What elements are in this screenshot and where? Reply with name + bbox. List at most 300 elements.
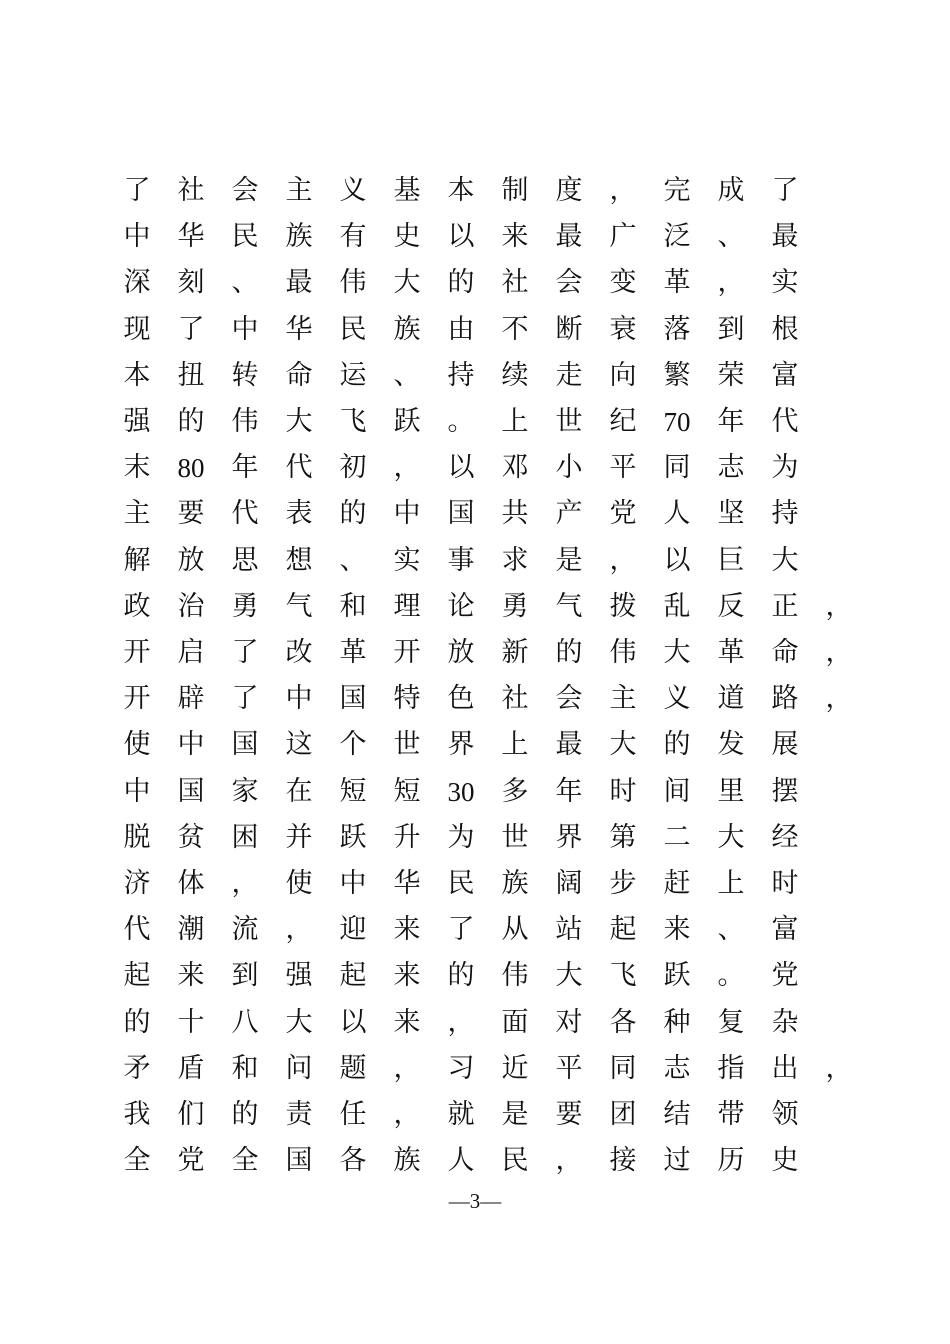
text-glyph: 个 (339, 729, 367, 761)
text-glyph: 平 (609, 452, 637, 484)
text-glyph: ， (393, 1099, 421, 1130)
text-line (110, 445, 870, 491)
text-glyph: 团 (609, 1099, 637, 1130)
text-line (110, 1138, 870, 1184)
text-glyph: 脱 (123, 821, 151, 853)
text-glyph: 国 (177, 775, 205, 807)
text-glyph: 在 (285, 775, 313, 807)
text-glyph: 的 (447, 960, 475, 992)
text-glyph: 对 (555, 1006, 583, 1038)
text-glyph: 事 (447, 544, 475, 576)
text-glyph: ， (447, 1006, 475, 1038)
text-glyph: 中 (177, 729, 205, 761)
text-glyph: 来 (393, 914, 421, 946)
text-glyph: 了 (771, 175, 799, 206)
text-glyph: 大 (393, 267, 421, 299)
text-glyph: 主 (123, 498, 151, 530)
text-glyph: 起 (339, 960, 367, 992)
text-glyph: 开 (123, 637, 151, 668)
text-glyph: 放 (177, 544, 205, 576)
text-glyph: 。 (717, 960, 745, 992)
text-glyph: 初 (339, 452, 367, 484)
text-glyph: 族 (501, 868, 529, 899)
text-glyph: 勇 (501, 590, 529, 622)
text-glyph: 上 (501, 406, 529, 437)
text-glyph: 全 (123, 1145, 151, 1177)
text-glyph: 和 (339, 590, 367, 622)
text-glyph: 二 (663, 821, 691, 853)
text-glyph: 、 (393, 359, 421, 391)
text-glyph: 末 (123, 452, 151, 484)
text-glyph: 深 (123, 267, 151, 299)
text-glyph: 理 (393, 590, 421, 622)
text-glyph: 来 (501, 221, 529, 253)
text-glyph: 气 (555, 590, 583, 622)
text-glyph: 富 (771, 914, 799, 946)
text-glyph: 发 (717, 729, 745, 761)
text-glyph: 上 (717, 868, 745, 899)
text-glyph: 大 (663, 637, 691, 668)
text-glyph: 论 (447, 590, 475, 622)
text-glyph: 史 (393, 221, 421, 253)
text-line (110, 907, 870, 953)
text-line (110, 538, 870, 584)
text-glyph: 界 (555, 821, 583, 853)
text-glyph: 经 (771, 821, 799, 853)
text-glyph: 伟 (501, 960, 529, 992)
text-glyph: 辟 (177, 683, 205, 715)
text-glyph: 。 (447, 406, 475, 437)
text-glyph: 泛 (663, 221, 691, 253)
text-glyph: 年 (555, 775, 583, 807)
text-glyph: 巨 (717, 544, 745, 576)
text-glyph: 世 (555, 406, 583, 437)
text-glyph: 跃 (339, 821, 367, 853)
text-glyph: 走 (555, 359, 583, 391)
text-glyph: 同 (609, 1052, 637, 1084)
text-glyph: 任 (339, 1099, 367, 1130)
text-glyph: 本 (447, 175, 475, 206)
text-glyph: 各 (339, 1145, 367, 1177)
text-glyph: 体 (177, 868, 205, 899)
text-glyph: 和 (231, 1052, 259, 1084)
text-glyph: 落 (663, 313, 691, 345)
text-line (110, 630, 870, 676)
text-glyph: 的 (447, 267, 475, 299)
text-glyph: 新 (501, 637, 529, 668)
text-glyph: ， (717, 267, 745, 299)
text-glyph: 们 (177, 1099, 205, 1130)
text-glyph: 强 (285, 960, 313, 992)
text-glyph: 正 (771, 590, 799, 622)
text-glyph: 来 (393, 1006, 421, 1038)
text-glyph: 度 (555, 175, 583, 206)
text-glyph: 大 (717, 821, 745, 853)
text-glyph: 伟 (339, 267, 367, 299)
text-glyph: 国 (339, 683, 367, 715)
text-glyph: 义 (339, 175, 367, 206)
text-glyph: 阔 (555, 868, 583, 899)
text-glyph: ， (231, 868, 259, 899)
text-glyph: 展 (771, 729, 799, 761)
text-glyph: 会 (555, 267, 583, 299)
text-glyph: 题 (339, 1052, 367, 1084)
text-glyph: 领 (771, 1099, 799, 1130)
text-glyph: 制 (501, 175, 529, 206)
text-glyph: 以 (447, 221, 475, 253)
text-glyph: 短 (339, 775, 367, 807)
text-glyph: 伟 (609, 637, 637, 668)
text-glyph: 会 (231, 175, 259, 206)
text-glyph: 族 (285, 221, 313, 253)
text-glyph: 有 (339, 221, 367, 253)
text-glyph: 80 (177, 453, 205, 484)
text-glyph: 上 (501, 729, 529, 761)
text-glyph: 纪 (609, 406, 637, 437)
text-glyph: 跃 (663, 960, 691, 992)
text-glyph: 大 (609, 729, 637, 761)
text-glyph: 了 (231, 683, 259, 715)
text-glyph: 时 (771, 868, 799, 899)
text-glyph: 70 (663, 407, 691, 437)
text-glyph: 界 (447, 729, 475, 761)
text-glyph: 邓 (501, 452, 529, 484)
text-glyph: ， (609, 175, 637, 206)
text-glyph: 到 (231, 960, 259, 992)
text-glyph: 基 (393, 175, 421, 206)
text-glyph: 使 (285, 868, 313, 899)
text-glyph: 接 (609, 1145, 637, 1177)
text-glyph: 了 (123, 175, 151, 206)
text-glyph: 启 (177, 637, 205, 668)
text-glyph: 开 (393, 637, 421, 668)
text-glyph: 复 (717, 1006, 745, 1038)
text-glyph: 全 (231, 1145, 259, 1177)
text-glyph: 指 (717, 1052, 745, 1084)
text-glyph: 短 (393, 775, 421, 807)
text-line (110, 953, 870, 999)
text-glyph: 转 (231, 359, 259, 391)
text-glyph: 华 (177, 221, 205, 253)
text-glyph: 族 (393, 1145, 421, 1177)
text-glyph: 实 (393, 544, 421, 576)
text-glyph: 持 (447, 359, 475, 391)
text-glyph: 了 (447, 914, 475, 946)
text-glyph: 平 (555, 1052, 583, 1084)
text-glyph: 问 (285, 1052, 313, 1084)
text-glyph: 荣 (717, 359, 745, 391)
text-glyph: 命 (285, 359, 313, 391)
text-glyph: 政 (123, 590, 151, 622)
text-glyph: 广 (609, 221, 637, 253)
text-glyph: 民 (231, 221, 259, 253)
text-glyph: 最 (771, 221, 799, 253)
text-glyph: 八 (231, 1006, 259, 1038)
text-line (110, 168, 870, 214)
text-line (110, 353, 870, 399)
text-glyph: 人 (447, 1145, 475, 1177)
text-glyph: 解 (123, 544, 151, 576)
text-glyph: 产 (555, 498, 583, 530)
text-glyph: ， (393, 1052, 421, 1084)
text-glyph: 党 (177, 1145, 205, 1177)
text-glyph: 流 (231, 914, 259, 946)
text-line (110, 399, 870, 445)
text-glyph: 步 (609, 868, 637, 899)
text-glyph: 以 (447, 452, 475, 484)
text-glyph: 并 (285, 821, 313, 853)
text-glyph: 断 (555, 313, 583, 345)
text-glyph: 的 (339, 498, 367, 530)
text-glyph: 乱 (663, 590, 691, 622)
text-glyph: 反 (717, 590, 745, 622)
text-glyph: 世 (501, 821, 529, 853)
text-glyph: 里 (717, 775, 745, 807)
text-glyph: ， (393, 452, 421, 484)
text-glyph: 来 (663, 914, 691, 946)
text-glyph: 种 (663, 1006, 691, 1038)
text-line (110, 1092, 870, 1138)
text-glyph: 开 (123, 683, 151, 715)
text-glyph: 的 (231, 1099, 259, 1130)
text-line (110, 214, 870, 260)
text-glyph: 带 (717, 1099, 745, 1130)
text-glyph: 代 (771, 406, 799, 437)
text-line (110, 769, 870, 815)
text-glyph: 贫 (177, 821, 205, 853)
text-glyph: 思 (231, 544, 259, 576)
text-glyph: 近 (501, 1052, 529, 1084)
text-glyph: 变 (609, 267, 637, 299)
text-glyph: 实 (771, 267, 799, 299)
text-glyph: 起 (609, 914, 637, 946)
text-glyph: 社 (501, 267, 529, 299)
text-glyph: 各 (609, 1006, 637, 1038)
text-glyph: 衰 (609, 313, 637, 345)
text-glyph: 就 (447, 1099, 475, 1130)
text-glyph: 坚 (717, 498, 745, 530)
text-glyph: 命 (771, 637, 799, 668)
text-glyph: 小 (555, 452, 583, 484)
text-glyph: 富 (771, 359, 799, 391)
text-glyph: 华 (393, 868, 421, 899)
text-line (110, 491, 870, 537)
text-glyph: 过 (663, 1145, 691, 1177)
text-glyph: 盾 (177, 1052, 205, 1084)
text-glyph: 强 (123, 406, 151, 437)
text-glyph: 30 (447, 776, 475, 807)
text-glyph: 面 (501, 1006, 529, 1038)
text-glyph: 气 (285, 590, 313, 622)
text-glyph: 中 (285, 683, 313, 715)
text-glyph: 了 (177, 313, 205, 345)
text-glyph: 第 (609, 821, 637, 853)
text-glyph: 拨 (609, 590, 637, 622)
text-glyph: ， (825, 683, 853, 715)
text-glyph: 历 (717, 1145, 745, 1177)
text-glyph: 刻 (177, 267, 205, 299)
text-glyph: 人 (663, 498, 691, 530)
text-glyph: 主 (609, 683, 637, 715)
text-glyph: 我 (123, 1099, 151, 1130)
text-glyph: ， (555, 1145, 583, 1177)
text-glyph: 色 (447, 683, 475, 715)
text-glyph: 求 (501, 544, 529, 576)
text-glyph: 来 (393, 960, 421, 992)
text-glyph: 多 (501, 775, 529, 807)
text-glyph: 困 (231, 821, 259, 853)
text-glyph: 续 (501, 359, 529, 391)
text-line (110, 1046, 870, 1092)
text-glyph: 想 (285, 544, 313, 576)
text-glyph: 特 (393, 683, 421, 715)
text-glyph: 大 (285, 1006, 313, 1038)
text-glyph: 代 (123, 914, 151, 946)
text-glyph: 是 (555, 544, 583, 576)
text-glyph: 潮 (177, 914, 205, 946)
text-glyph: 志 (663, 1052, 691, 1084)
text-glyph: 会 (555, 683, 583, 715)
text-glyph: 共 (501, 498, 529, 530)
text-glyph: 根 (771, 313, 799, 345)
text-glyph: 本 (123, 359, 151, 391)
text-glyph: 族 (393, 313, 421, 345)
text-line (110, 1000, 870, 1046)
text-glyph: 来 (177, 960, 205, 992)
text-glyph: 升 (393, 821, 421, 853)
text-glyph: 年 (231, 452, 259, 484)
text-glyph: 使 (123, 729, 151, 761)
text-glyph: 大 (771, 544, 799, 576)
text-glyph: 站 (555, 914, 583, 946)
text-glyph: 社 (177, 175, 205, 206)
text-glyph: 到 (717, 313, 745, 345)
text-glyph: 赶 (663, 868, 691, 899)
text-glyph: 要 (177, 498, 205, 530)
text-line (110, 307, 870, 353)
text-glyph: 主 (285, 175, 313, 206)
text-glyph: 革 (663, 267, 691, 299)
text-glyph: 责 (285, 1099, 313, 1130)
text-glyph: 为 (771, 452, 799, 484)
text-glyph: 的 (555, 637, 583, 668)
text-glyph: 最 (555, 221, 583, 253)
text-glyph: 时 (609, 775, 637, 807)
text-glyph: 伟 (231, 406, 259, 437)
text-glyph: 义 (663, 683, 691, 715)
text-glyph: 了 (231, 637, 259, 668)
text-line (110, 260, 870, 306)
text-glyph: 大 (285, 406, 313, 437)
text-glyph: 国 (447, 498, 475, 530)
text-glyph: 放 (447, 637, 475, 668)
text-glyph: ， (825, 590, 853, 622)
text-glyph: 杂 (771, 1006, 799, 1038)
text-glyph: 济 (123, 868, 151, 899)
text-glyph: 中 (393, 498, 421, 530)
text-glyph: 完 (663, 175, 691, 206)
text-glyph: 迎 (339, 914, 367, 946)
text-glyph: 飞 (609, 960, 637, 992)
text-glyph: 民 (447, 868, 475, 899)
text-glyph: 、 (717, 914, 745, 946)
text-glyph: ， (825, 1052, 853, 1084)
text-glyph: 运 (339, 359, 367, 391)
text-glyph: 结 (663, 1099, 691, 1130)
text-glyph: 民 (501, 1145, 529, 1177)
text-glyph: 代 (285, 452, 313, 484)
text-glyph: 党 (609, 498, 637, 530)
text-glyph: 路 (771, 683, 799, 715)
text-glyph: 最 (555, 729, 583, 761)
text-glyph: 这 (285, 729, 313, 761)
text-glyph: 最 (285, 267, 313, 299)
text-glyph: 是 (501, 1099, 529, 1130)
page-number: —3— (448, 1189, 502, 1213)
text-glyph: 十 (177, 1006, 205, 1038)
text-glyph: 矛 (123, 1052, 151, 1084)
text-glyph: 民 (339, 313, 367, 345)
text-glyph: 以 (663, 544, 691, 576)
text-glyph: 、 (717, 221, 745, 253)
text-glyph: 志 (717, 452, 745, 484)
text-glyph: 党 (771, 960, 799, 992)
text-glyph: 改 (285, 637, 313, 668)
text-glyph: 年 (717, 406, 745, 437)
text-glyph: 代 (231, 498, 259, 530)
text-glyph: 社 (501, 683, 529, 715)
text-glyph: 的 (123, 1006, 151, 1038)
text-glyph: 的 (663, 729, 691, 761)
text-glyph: ， (609, 544, 637, 576)
text-glyph: 从 (501, 914, 529, 946)
text-glyph: 家 (231, 775, 259, 807)
text-glyph: 勇 (231, 590, 259, 622)
text-glyph: 、 (231, 267, 259, 299)
text-glyph: 飞 (339, 406, 367, 437)
text-glyph: 习 (447, 1052, 475, 1084)
text-glyph: 华 (285, 313, 313, 345)
text-glyph: 、 (339, 544, 367, 576)
text-glyph: 扭 (177, 359, 205, 391)
text-line (110, 584, 870, 630)
text-glyph: 道 (717, 683, 745, 715)
text-line (110, 722, 870, 768)
text-glyph: 表 (285, 498, 313, 530)
text-glyph: 间 (663, 775, 691, 807)
text-glyph: 跃 (393, 406, 421, 437)
text-glyph: 同 (663, 452, 691, 484)
text-glyph: 要 (555, 1099, 583, 1130)
text-glyph: 的 (177, 406, 205, 437)
text-glyph: 由 (447, 313, 475, 345)
text-glyph: 现 (123, 313, 151, 345)
text-glyph: 摆 (771, 775, 799, 807)
text-glyph: ， (285, 914, 313, 946)
text-glyph: 以 (339, 1006, 367, 1038)
text-glyph: 成 (717, 175, 745, 206)
text-glyph: 革 (339, 637, 367, 668)
text-glyph: 中 (123, 221, 151, 253)
text-glyph: 中 (123, 775, 151, 807)
text-glyph: 向 (609, 359, 637, 391)
text-glyph: 国 (285, 1145, 313, 1177)
text-glyph: 治 (177, 590, 205, 622)
text-glyph: 中 (231, 313, 259, 345)
text-line (110, 861, 870, 907)
text-glyph: 不 (501, 313, 529, 345)
text-glyph: 史 (771, 1145, 799, 1177)
